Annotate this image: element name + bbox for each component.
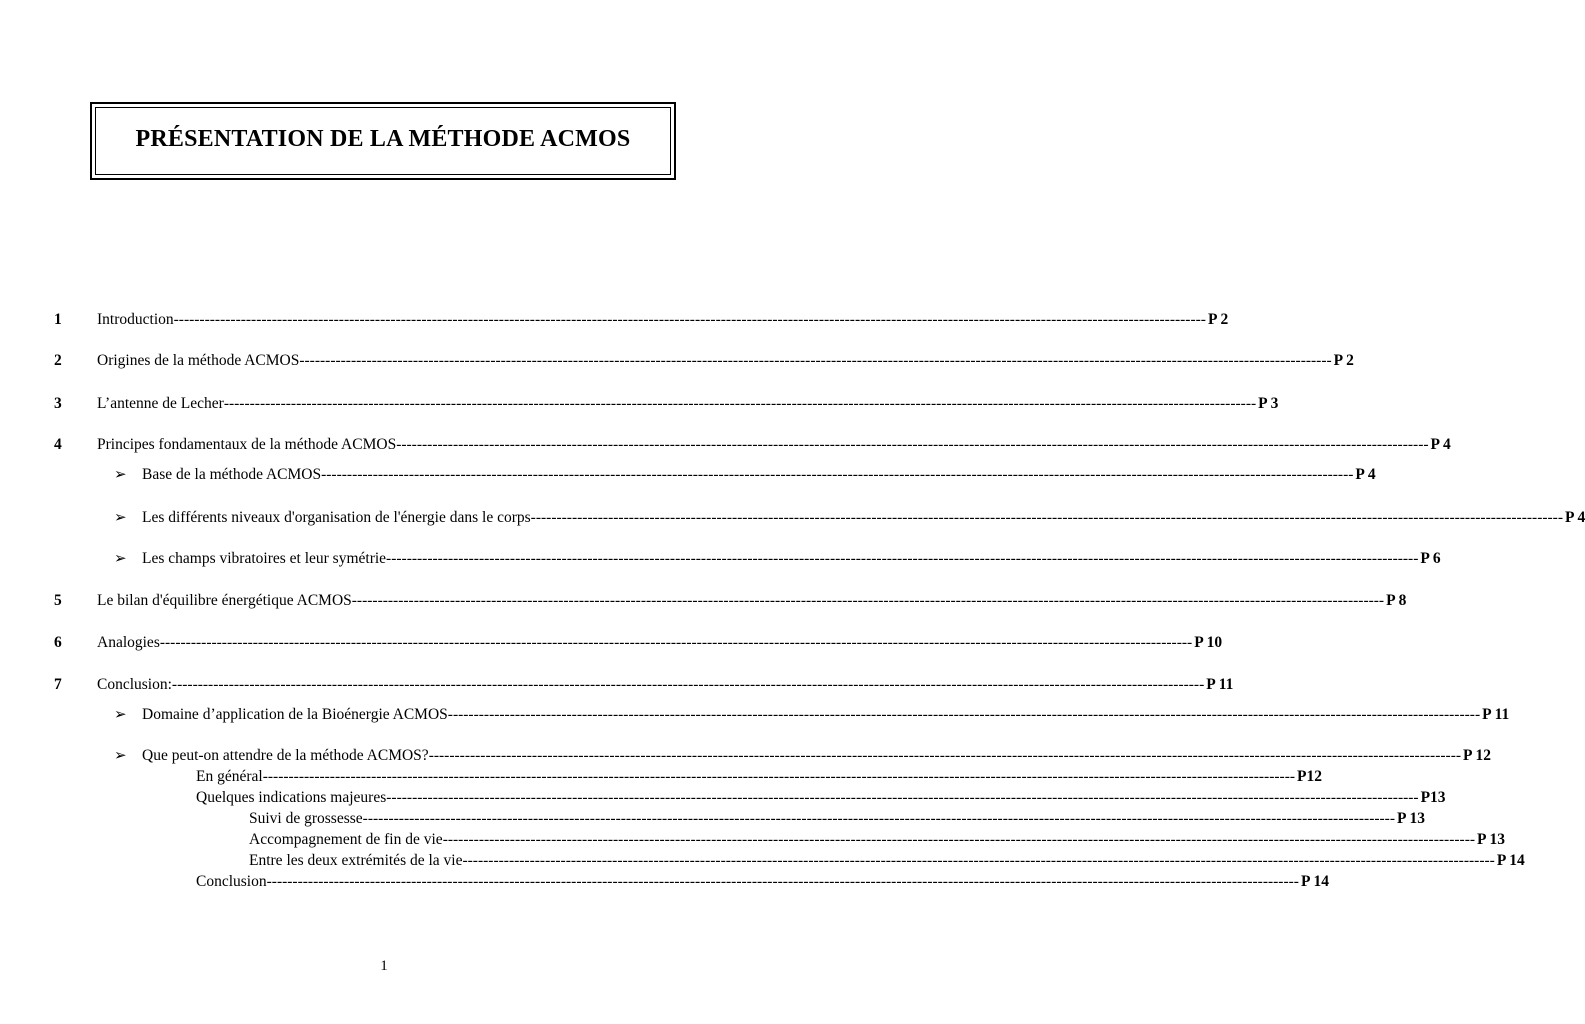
toc-dot-leader: -------------------------------------------------------------------------------------------------------------------------------------------------------------------------------------------------------- (396, 436, 1429, 453)
toc-page-number: P13 (1420, 789, 1446, 806)
toc-dot-leader: -------------------------------------------------------------------------------------------------------------------------------------------------------------------------------------------------------- (223, 395, 1257, 412)
arrow-bullet-icon: ➢ (114, 467, 127, 483)
toc-dot-leader: -------------------------------------------------------------------------------------------------------------------------------------------------------------------------------------------------------- (351, 592, 1385, 609)
toc-entry (142, 706, 1510, 724)
toc-entry (249, 852, 1525, 870)
toc-dot-leader: -------------------------------------------------------------------------------------------------------------------------------------------------------------------------------------------------------- (442, 831, 1476, 848)
toc-page-number: P 13 (1397, 810, 1425, 827)
toc-entry-title: Accompagnement de fin de vie (249, 831, 443, 848)
toc-dot-leader: -------------------------------------------------------------------------------------------------------------------------------------------------------------------------------------------------------- (171, 676, 1205, 693)
toc-page-number: P 3 (1258, 395, 1279, 412)
toc-entry (142, 466, 1376, 484)
toc-page-number: P 4 (1565, 509, 1585, 526)
toc-page-number: P 4 (1355, 466, 1376, 483)
toc-number: 1 (54, 311, 62, 328)
toc-entry-title: Origines de la méthode ACMOS (97, 352, 300, 369)
toc-entry (97, 436, 1451, 454)
toc-dot-leader: -------------------------------------------------------------------------------------------------------------------------------------------------------------------------------------------------------- (462, 852, 1495, 869)
toc-entry (97, 634, 1223, 652)
toc-number: 4 (54, 436, 62, 453)
toc-entry (97, 395, 1279, 413)
toc-entry-title: Analogies (97, 634, 160, 651)
title-box (90, 102, 676, 180)
toc-entry-title: Conclusion: (97, 676, 172, 693)
toc-page-number: P 14 (1496, 852, 1525, 869)
toc-number: 2 (54, 352, 62, 369)
toc-dot-leader: -------------------------------------------------------------------------------------------------------------------------------------------------------------------------------------------------------- (173, 311, 1206, 328)
toc-dot-leader: -------------------------------------------------------------------------------------------------------------------------------------------------------------------------------------------------------- (362, 810, 1395, 827)
toc-page-number: P 12 (1463, 747, 1492, 764)
toc-entry (142, 550, 1441, 568)
toc-entry-title: Entre les deux extrémités de la vie (249, 852, 463, 869)
toc-entry (142, 747, 1492, 765)
toc-page-number: P 2 (1207, 311, 1229, 328)
toc-entry-title: Conclusion (196, 873, 267, 890)
toc-page-number: P 4 (1430, 436, 1451, 453)
toc-number: 7 (54, 676, 62, 693)
toc-dot-leader: -------------------------------------------------------------------------------------------------------------------------------------------------------------------------------------------------------- (299, 352, 1332, 369)
toc-page-number: P 10 (1194, 634, 1223, 651)
toc-entry (97, 676, 1234, 694)
page-number: 1 (380, 958, 388, 974)
toc-entry (196, 768, 1322, 786)
toc-entry-title: Les différents niveaux d'organisation de l'énergie dans le corps (142, 509, 531, 526)
toc-page-number: P 11 (1206, 676, 1234, 693)
toc-entry-title: Quelques indications majeures (196, 789, 387, 806)
toc-dot-leader: -------------------------------------------------------------------------------------------------------------------------------------------------------------------------------------------------------- (386, 789, 1419, 806)
page-title: PRÉSENTATION DE LA MÉTHODE ACMOS (135, 126, 631, 152)
toc-page-number: P12 (1297, 768, 1322, 785)
toc-entry-title: Que peut-on attendre de la méthode ACMOS? (142, 747, 429, 764)
toc-page-number: P 8 (1386, 592, 1407, 609)
toc-entry-title: En général (196, 768, 263, 785)
toc-entry (249, 810, 1425, 828)
toc-entry-title: Principes fondamentaux de la méthode ACMOS (97, 436, 397, 453)
toc-entry (97, 311, 1229, 329)
toc-entry (142, 509, 1585, 527)
toc-dot-leader: -------------------------------------------------------------------------------------------------------------------------------------------------------------------------------------------------------- (447, 706, 1481, 723)
toc-number: 5 (54, 592, 62, 609)
toc-entry (249, 831, 1506, 849)
arrow-bullet-icon: ➢ (114, 510, 127, 526)
toc-entry (196, 789, 1446, 807)
arrow-bullet-icon: ➢ (114, 748, 127, 764)
toc-dot-leader: -------------------------------------------------------------------------------------------------------------------------------------------------------------------------------------------------------- (321, 466, 1354, 483)
toc-page-number: P 14 (1300, 873, 1329, 890)
toc-dot-leader: -------------------------------------------------------------------------------------------------------------------------------------------------------------------------------------------------------- (159, 634, 1193, 651)
toc-entry-title: Suivi de grossesse (249, 810, 363, 827)
toc-entry (196, 873, 1329, 891)
toc-entry (97, 592, 1407, 610)
toc-dot-leader: -------------------------------------------------------------------------------------------------------------------------------------------------------------------------------------------------------- (386, 550, 1419, 567)
arrow-bullet-icon: ➢ (114, 707, 127, 723)
toc-entry (97, 352, 1354, 370)
toc-dot-leader: -------------------------------------------------------------------------------------------------------------------------------------------------------------------------------------------------------- (428, 747, 1462, 764)
toc-page-number: P 6 (1420, 550, 1441, 567)
toc-page-number: P 2 (1333, 352, 1354, 369)
toc-number: 6 (54, 634, 62, 651)
toc-dot-leader: -------------------------------------------------------------------------------------------------------------------------------------------------------------------------------------------------------- (266, 873, 1299, 890)
toc-entry-title: Base de la méthode ACMOS (142, 466, 322, 483)
toc-entry-title: Les champs vibratoires et leur symétrie (142, 550, 387, 567)
toc-entry-title: L’antenne de Lecher (97, 395, 224, 412)
toc-entry-title: Domaine d’application de la Bioénergie ACMOS (142, 706, 448, 723)
toc-number: 3 (54, 395, 62, 412)
toc-page-number: P 13 (1477, 831, 1506, 848)
toc-dot-leader: -------------------------------------------------------------------------------------------------------------------------------------------------------------------------------------------------------- (262, 768, 1296, 785)
toc-dot-leader: -------------------------------------------------------------------------------------------------------------------------------------------------------------------------------------------------------- (530, 509, 1563, 526)
toc-entry-title: Introduction (97, 311, 174, 328)
arrow-bullet-icon: ➢ (114, 551, 127, 567)
toc-entry-title: Le bilan d'équilibre énergétique ACMOS (97, 592, 352, 609)
toc-page-number: P 11 (1482, 706, 1510, 723)
